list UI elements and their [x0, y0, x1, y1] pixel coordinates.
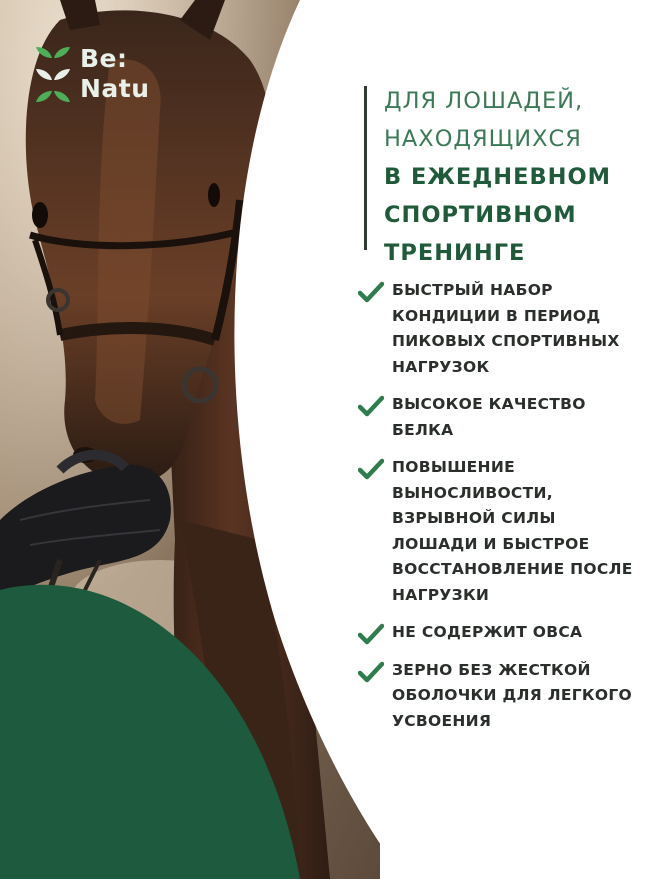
feature-item [358, 620, 654, 646]
feature-line: КОНДИЦИИ В ПЕРИОД [392, 306, 601, 325]
feature-line: НАГРУЗОК [392, 357, 490, 376]
headline-line: ТРЕНИНГЕ [384, 240, 526, 266]
brand-logo [34, 44, 150, 116]
feature-line: УСВОЕНИЯ [392, 711, 492, 730]
headline-line: СПОРТИВНОМ [384, 202, 577, 228]
check-icon [358, 623, 384, 645]
headline-line: НАХОДЯЩИХСЯ [384, 126, 582, 152]
feature-line: ВЗРЫВНОЙ СИЛЫ [392, 509, 556, 527]
feature-item [358, 392, 654, 443]
feature-text [392, 278, 620, 380]
leaf-logo-icon [34, 44, 72, 116]
feature-line: ВОССТАНОВЛЕНИЕ ПОСЛЕ [392, 560, 633, 578]
feature-text [392, 392, 586, 443]
feature-item [358, 455, 654, 608]
check-icon [358, 458, 384, 480]
feature-line: ЗЕРНО БЕЗ ЖЕСТКОЙ [392, 660, 591, 679]
headline-line: ДЛЯ ЛОШАДЕЙ, [384, 88, 584, 114]
feature-line: БЕЛКА [392, 420, 454, 439]
brand-name-line2: Natu [80, 74, 150, 103]
feature-line: НЕ СОДЕРЖИТ ОВСА [392, 623, 583, 641]
headline-accent-bar [364, 86, 367, 250]
feature-text [392, 455, 633, 608]
feature-item [358, 658, 654, 735]
feature-line: БЫСТРЫЙ НАБОР [392, 281, 553, 299]
feature-line: ВЫНОСЛИВОСТИ, [392, 483, 553, 502]
brand-name-line1: Be: [80, 44, 128, 73]
check-icon [358, 281, 384, 303]
feature-line: ОБОЛОЧКИ ДЛЯ ЛЕГКОГО [392, 686, 633, 704]
feature-line: ПИКОВЫХ СПОРТИВНЫХ [392, 332, 620, 350]
feature-line: ПОВЫШЕНИЕ [392, 458, 515, 476]
check-icon [358, 661, 384, 683]
feature-line: ЛОШАДИ И БЫСТРОЕ [392, 534, 590, 553]
feature-item [358, 278, 654, 380]
feature-line: ВЫСОКОЕ КАЧЕСТВО [392, 395, 586, 413]
feature-line: НАГРУЗКИ [392, 585, 490, 604]
feature-list [358, 278, 654, 746]
feature-text [392, 620, 582, 646]
headline-block [364, 82, 654, 272]
feature-text [392, 658, 632, 735]
check-icon [358, 395, 384, 417]
headline-line: В ЕЖЕДНЕВНОМ [384, 164, 612, 190]
